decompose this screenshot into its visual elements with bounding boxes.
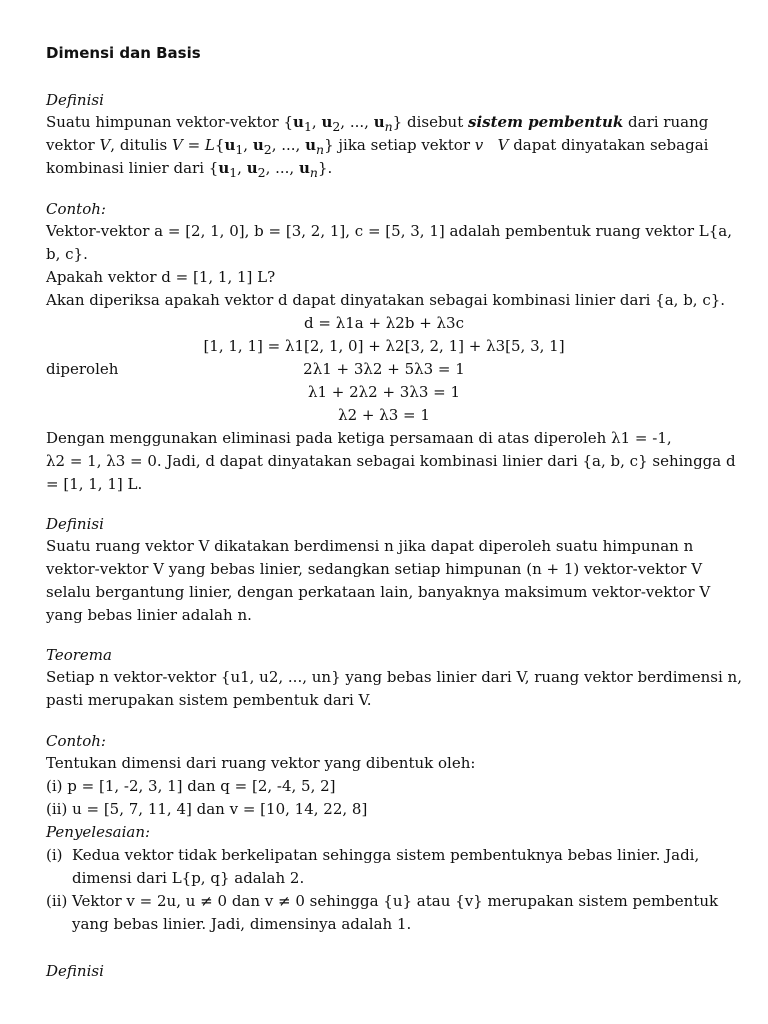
system-eq-2: λ1 + 2λ2 + 3λ3 = 1	[307, 383, 461, 401]
theorem-label: Teorema	[46, 646, 112, 664]
solution-2-line-2: yang bebas linier. Jadi, dimensinya adalah 1.	[72, 915, 412, 933]
definition-label-2: Definisi	[46, 515, 104, 533]
example-1-line-2: b, c}.	[46, 245, 88, 263]
definition-2-line-2: vektor-vektor V yang bebas linier, sedangkan setiap himpunan (n + 1) vektor-vektor V	[46, 560, 703, 578]
example-2-item-2: (ii) u = [5, 7, 11, 4] dan v = [10, 14, 22, 8]	[46, 800, 368, 818]
example-1-line-4: Akan diperiksa apakah vektor d dapat dinyatakan sebagai kombinasi linier dari {a, b, c}.	[46, 291, 726, 309]
conclusion-line-1: Dengan menggunakan eliminasi pada ketiga persamaan di atas diperoleh λ1 = -1,	[46, 429, 672, 447]
diperoleh-label: diperoleh	[46, 360, 119, 378]
definition-2-line-4: yang bebas linier adalah n.	[46, 606, 252, 624]
conclusion-line-2: λ2 = 1, λ3 = 0. Jadi, d dapat dinyatakan sebagai kombinasi linier dari {a, b, c} sehingga d	[46, 452, 736, 470]
example-1-line-3: Apakah vektor d = [1, 1, 1] L?	[46, 268, 276, 286]
definition-1-line-2: vektor V, ditulis $V = L\{u_1$, $u_2$, ..., $u_n$} jika setiap vektor v V dapat dinyatakan sebagai	[46, 136, 709, 157]
definition-1-line-1: Suatu himpunan vektor-vektor {$u_1$, $u_2$, ..., $u_n$} disebut sistem pembentuk dari ruang	[46, 113, 709, 134]
example-2-item-1: (i) p = [1, -2, 3, 1] dan q = [2, -4, 5, 2]	[46, 777, 336, 795]
equation-1: d = λ1a + λ2b + λ3c	[303, 314, 464, 332]
definition-2-line-1: Suatu ruang vektor V dikatakan berdimensi n jika dapat diperoleh suatu himpunan n	[46, 537, 694, 555]
solution-2-number: (ii)	[46, 892, 68, 910]
definition-label-3: Definisi	[46, 962, 104, 980]
example-label: Contoh:	[46, 200, 106, 218]
system-eq-1: 2λ1 + 3λ2 + 5λ3 = 1	[303, 360, 465, 378]
definition-1-line-3: kombinasi linier dari {$u_1$, $u_2$, ..., $u_n$}.	[46, 159, 333, 180]
example-label-2: Contoh:	[46, 732, 106, 750]
solution-1-line-1: Kedua vektor tidak berkelipatan sehingga sistem pembentuknya bebas linier. Jadi,	[72, 846, 700, 864]
theorem-line-2: pasti merupakan sistem pembentuk dari V.	[46, 691, 372, 709]
page-title: Dimensi dan Basis	[46, 44, 201, 62]
definition-label: Definisi	[46, 91, 104, 109]
solution-label: Penyelesaian:	[46, 823, 151, 841]
solution-2-line-1: Vektor v = 2u, u ≠ 0 dan v ≠ 0 sehingga {u} atau {v} merupakan sistem pembentuk	[72, 892, 719, 910]
theorem-line-1: Setiap n vektor-vektor {u1, u2, ..., un} yang bebas linier dari V, ruang vektor berdimensi n,	[46, 668, 742, 686]
equation-2: [1, 1, 1] = λ1[2, 1, 0] + λ2[3, 2, 1] + λ3[5, 3, 1]	[203, 337, 565, 355]
system-eq-3: λ2 + λ3 = 1	[338, 406, 430, 424]
definition-2-line-3: selalu bergantung linier, dengan perkataan lain, banyaknya maksimum vektor-vektor V	[46, 583, 711, 601]
conclusion-line-3: = [1, 1, 1] L.	[46, 475, 143, 493]
solution-1-number: (i)	[46, 846, 63, 864]
solution-1-line-2: dimensi dari L{p, q} adalah 2.	[72, 869, 305, 887]
example-1-line-1: Vektor-vektor a = [2, 1, 0], b = [3, 2, 1], c = [5, 3, 1] adalah pembentuk ruang vektor L{a,	[46, 222, 732, 240]
example-2-line-1: Tentukan dimensi dari ruang vektor yang dibentuk oleh:	[46, 754, 476, 772]
